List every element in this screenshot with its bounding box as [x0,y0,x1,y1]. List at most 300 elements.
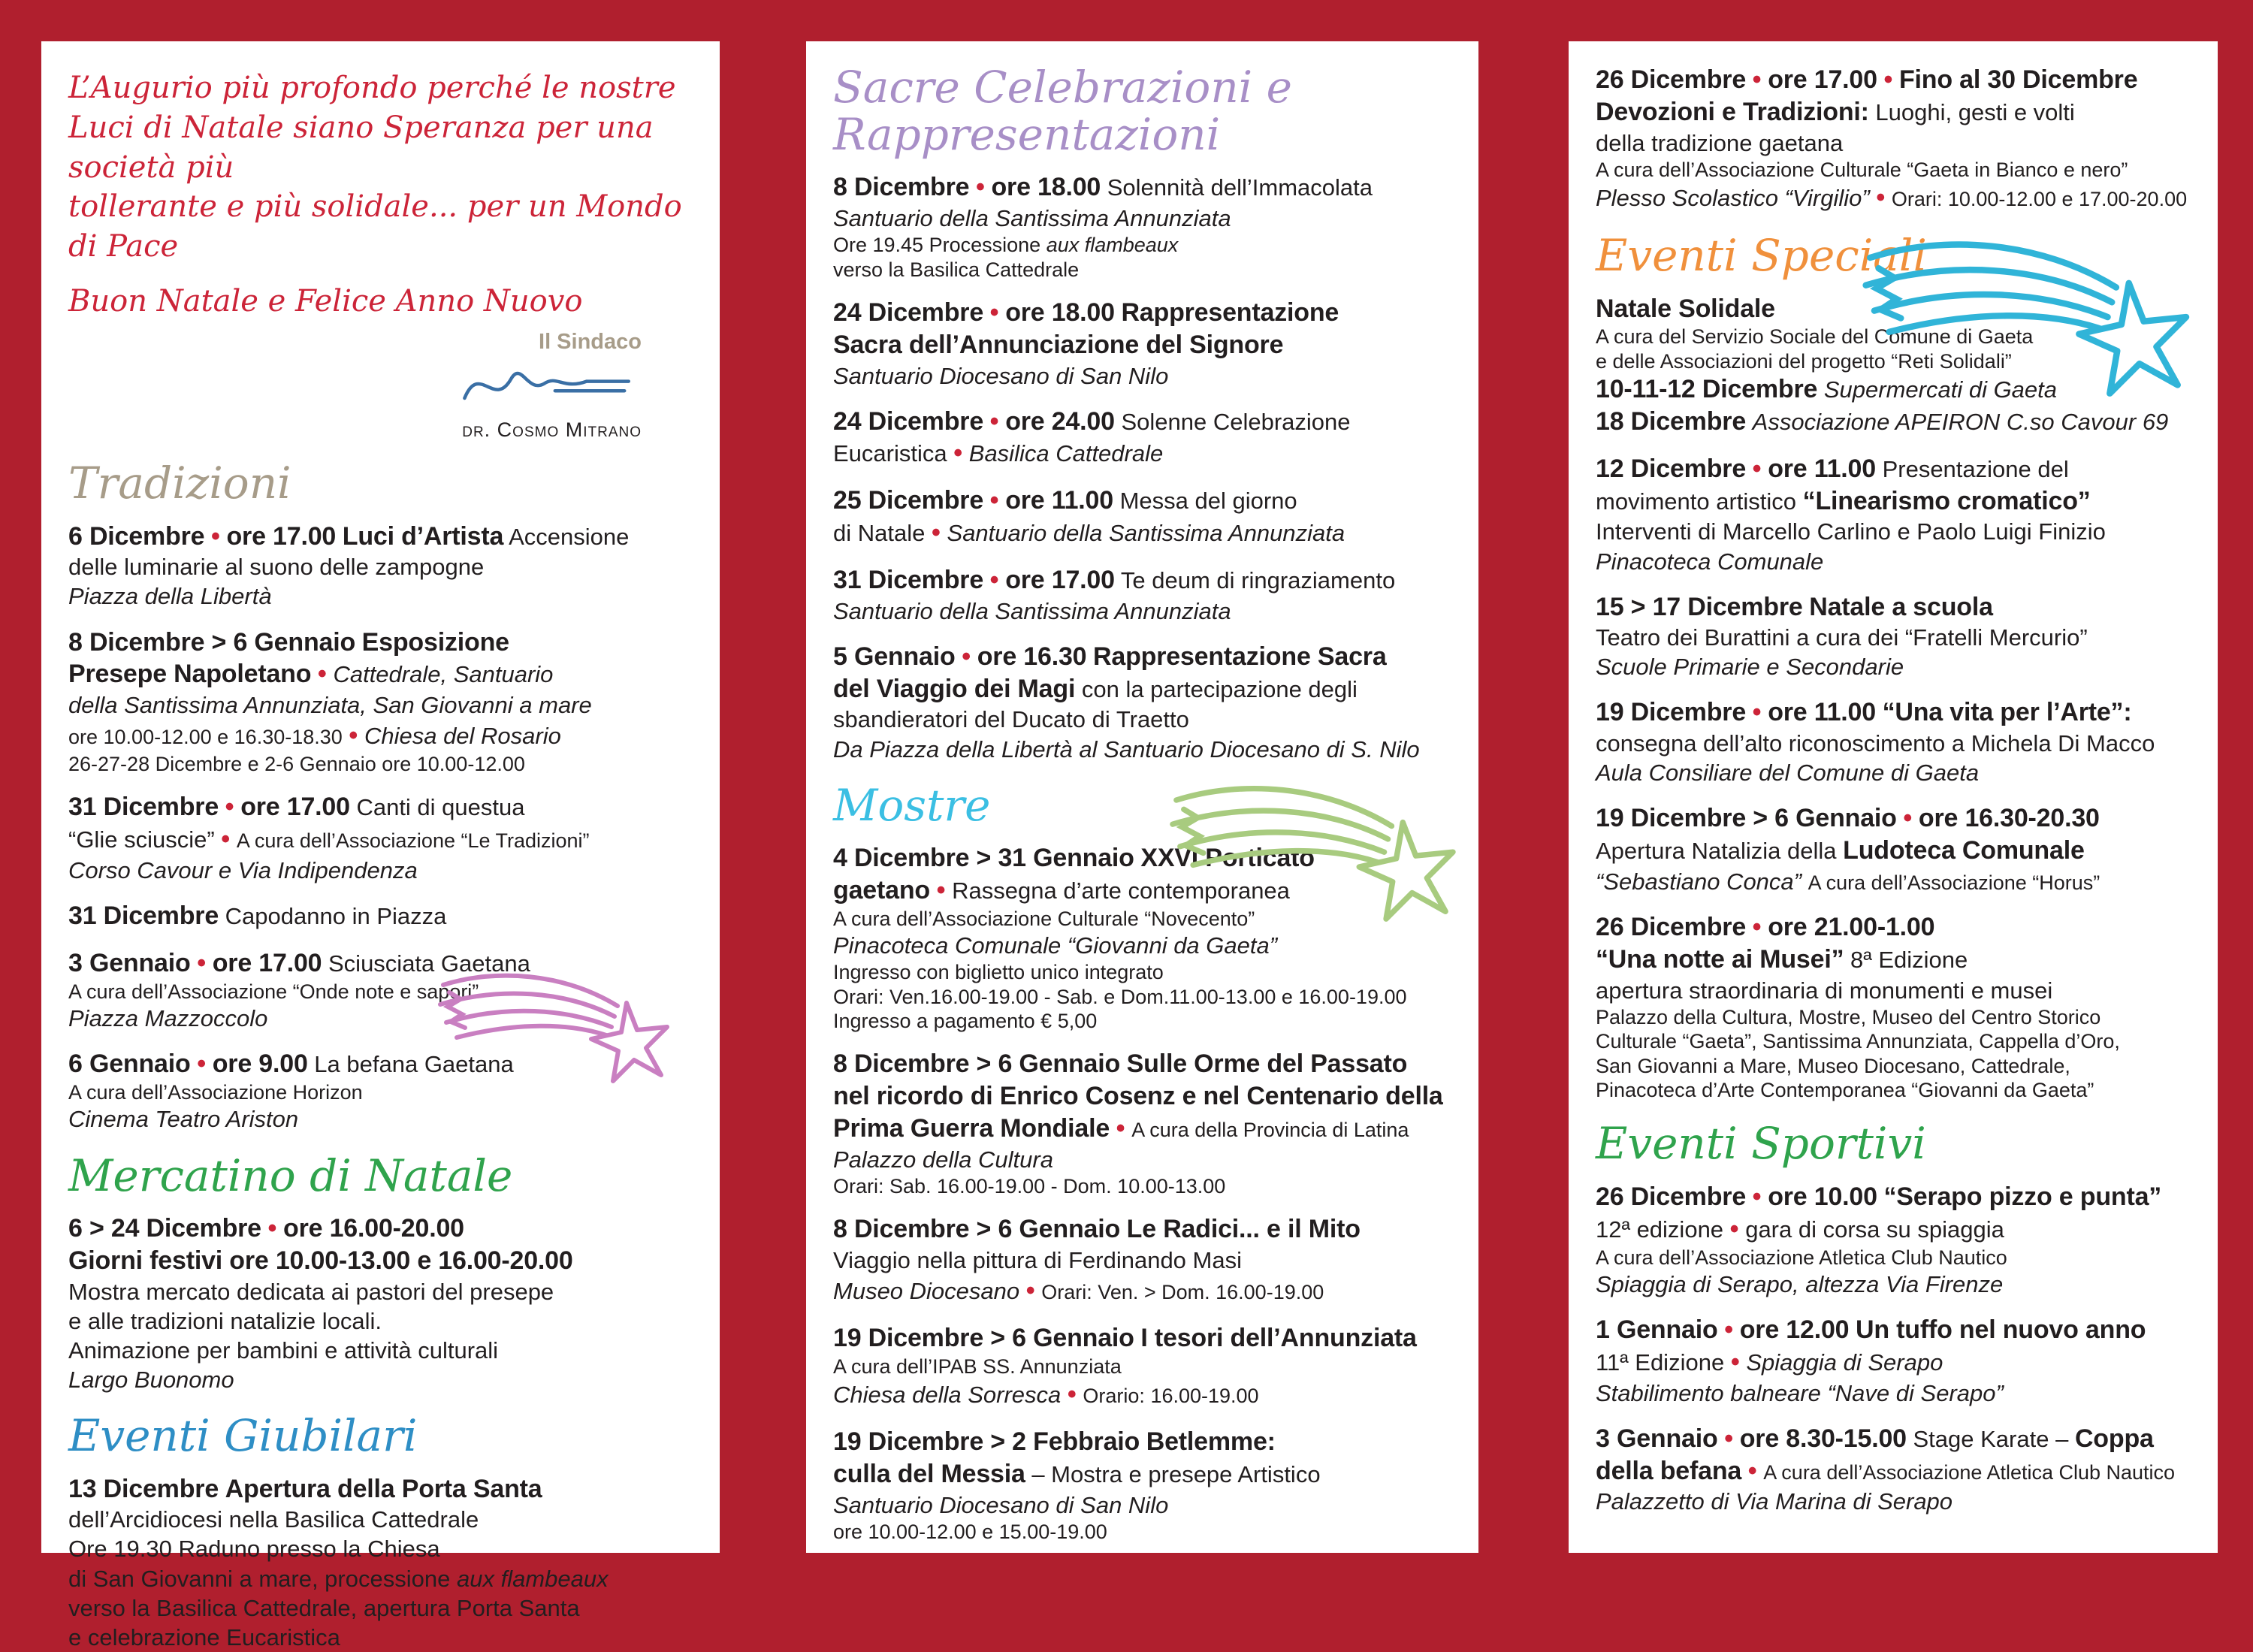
event-line [1596,758,2192,787]
text-run: Museo Diocesano [833,1278,1020,1305]
text-run: Pinacoteca Comunale [1596,548,1824,575]
event-line [833,596,1453,626]
event-line [1596,1423,2192,1455]
text-run: “Serapo pizzo e punta” [1883,1182,2162,1211]
event-line [833,171,1453,204]
event-line [1596,1054,2192,1078]
text-run: culla del Messia [833,1459,1025,1488]
text-run: Te deum di ringraziamento [1120,566,1396,593]
event-line [833,1113,1453,1145]
text-run: Coppa [2074,1424,2154,1453]
event-line [1596,453,2192,485]
event-line [833,406,1453,438]
heading-line: Mercatino di Natale [68,1149,513,1201]
bullet-dot-icon: • [989,297,999,327]
text-run: 26 Dicembre [1596,65,1747,94]
event-line [68,1048,694,1080]
event-item [833,564,1453,626]
text-run: Pinacoteca Comunale “Giovanni da Gaeta” [833,932,1278,959]
text-run: Orari: Sab. 16.00-19.00 - Dom. 10.00-13.00 [833,1174,1226,1197]
text-run: Chiesa del Rosario [364,723,561,750]
text-run: “Una notte ai Musei” [1596,944,1844,974]
bullet-dot-icon: • [1724,1424,1734,1453]
text-run: Le Radici... e il Mito [1126,1215,1361,1244]
text-run: Un tuffo nel nuovo anno [1856,1315,2146,1345]
panel-left [41,41,720,1650]
text-run: verso la Basilica Cattedrale [833,258,1080,281]
text-run: Luci d’Artista [342,521,504,551]
event-line [68,1080,694,1104]
text-run: ore 11.00 [1768,698,1876,727]
event-item [1596,1423,2192,1517]
text-run: della tradizione gaetana [1596,129,1844,156]
bullet-dot-icon: • [197,1049,207,1079]
event-line [1596,696,2192,729]
text-run: A cura dell’Associazione “Le Tradizioni” [236,829,590,853]
event-line [68,823,694,856]
text-run: apertura straordinaria di monumenti e musei [1596,977,2053,1004]
event-line [833,1458,1453,1490]
heading-line: Eventi Sportivi [1596,1118,1926,1170]
event-line [833,1520,1453,1544]
event-line [833,437,1453,470]
event-item [68,627,694,777]
event-line [1596,406,2192,438]
text-run: Palazzo della Cultura, Mostre, Museo del Centro Storico [1596,1005,2101,1028]
text-run: Ore 19.30 Raduno presso la Chiesa [68,1536,440,1563]
section-heading-mostre [833,779,1453,831]
text-run: “Linearismo cromatico” [1802,486,2091,515]
text-run: ore 16.30-20.30 [1918,804,2100,833]
bullet-dot-icon: • [267,1214,277,1243]
event-line [1596,325,2192,349]
text-run: A cura dell’Associazione Culturale “Novecento” [833,907,1255,930]
text-run: Rassegna d’arte contemporanea [952,877,1290,904]
event-line [68,627,694,659]
text-run: ore 12.00 [1739,1315,1850,1345]
text-run: Betlemme: [1146,1427,1276,1457]
text-run: e alle tradizioni natalizie locali. [68,1307,382,1334]
text-run: gara di corsa su spiaggia [1745,1216,2004,1243]
event-item [68,1048,694,1134]
mayor-name: dr. Cosmo Mitrano [462,418,642,441]
event-line [833,1322,1453,1355]
event-line [833,485,1453,517]
event-line [1596,293,2192,325]
text-run: ore 17.00 [212,948,322,977]
event-line [1596,158,2192,182]
event-line [1596,944,2192,976]
event-item [833,171,1453,282]
event-item [1596,911,2192,1102]
bullet-dot-icon: • [989,486,999,515]
text-run: Plesso Scolastico “Virgilio” [1596,185,1870,212]
event-item [1596,293,2192,438]
heading-line: Tradizioni [68,457,291,509]
text-run: ore 10.00-12.00 e 16.30-18.30 [68,726,343,749]
event-line [833,1174,1453,1198]
text-run: A cura dell’Associazione “Onde note e sapori” [68,980,479,1003]
bullet-dot-icon: • [1752,698,1762,727]
text-run: ore 17.00 [1005,565,1115,594]
event-line [833,517,1453,549]
text-run: Cattedrale, Santuario [333,661,554,688]
text-run: 24 Dicembre [833,297,984,327]
text-run: 8ª Edizione [1850,946,1968,973]
event-line [68,1306,694,1336]
text-run: del Viaggio dei Magi [833,674,1076,703]
event-line [833,705,1453,734]
text-run: Palazzo della Cultura [833,1146,1053,1173]
event-line [833,1426,1453,1458]
text-run: nel ricordo di Enrico Cosenz e nel Centenario della [833,1082,1443,1111]
event-item [833,1213,1453,1307]
text-run: ore 17.00 [226,521,337,551]
text-run: Piazza Mazzoccolo [68,1005,268,1032]
event-item [833,1322,1453,1411]
text-run: Santuario della Santissima Annunziata [833,205,1231,232]
text-run: ore 17.00 [1768,65,1877,94]
text-run: ore 8.30-15.00 [1739,1424,1907,1453]
event-line [1596,1455,2192,1487]
event-item [833,485,1453,549]
text-run: aux flambeaux [456,1565,609,1592]
event-item [1596,696,2192,787]
text-run: Solenne Celebrazione [1121,408,1351,435]
text-run: Corso Cavour e Via Indipendenza [68,857,418,884]
text-run: della Santissima Annunziata, San Giovanni a mare [68,692,592,719]
event-line [1596,591,2192,624]
event-item [1596,453,2192,576]
heading-line: Eventi Giubilari [68,1409,418,1461]
greeting-text: Buon Natale e Felice Anno Nuovo [68,283,583,319]
event-item [68,900,694,932]
event-line [833,1275,1453,1307]
panel-center [806,41,1478,1553]
text-run: Canti di questua [356,794,525,821]
text-run: Sacra dell’Annunciazione del Signore [833,330,1284,359]
event-line [833,985,1453,1009]
text-run: Ingresso con biglietto unico integrato [833,961,1164,984]
text-run: Pinacoteca d’Arte Contemporanea “Giovanni da Gaeta” [1596,1078,2094,1101]
bullet-dot-icon: • [931,518,941,548]
text-run: Spiaggia di Serapo, altezza Via Firenze [1596,1271,2004,1298]
text-run: 8 Dicembre > 6 Gennaio [833,1215,1121,1244]
event-line [68,552,694,581]
event-line [1596,867,2192,896]
event-line [833,931,1453,960]
text-run: ore 11.00 [1768,454,1876,483]
event-line [68,1365,694,1394]
event-line [833,1009,1453,1033]
event-line [833,1490,1453,1520]
text-run: Sulle Orme del Passato [1126,1049,1408,1079]
bullet-dot-icon: • [989,406,999,436]
event-item [833,1426,1453,1544]
event-line [833,1213,1453,1246]
event-line [833,329,1453,361]
text-run: Spiaggia di Serapo [1746,1348,1943,1376]
event-line [1596,1270,2192,1299]
bullet-dot-icon: • [1747,1456,1757,1485]
text-run: Largo Buonomo [68,1366,234,1393]
intro-message [68,68,694,267]
event-line [1596,652,2192,681]
heading-line: Mostre [833,779,991,831]
text-run: “Sebastiano Conca” [1596,868,1801,895]
event-line [68,581,694,611]
text-run: Aula Consiliare del Comune di Gaeta [1596,760,1980,787]
text-run: ore 21.00-1.00 [1768,913,1935,942]
event-line [1596,802,2192,835]
event-line [68,856,694,885]
bullet-dot-icon: • [962,642,971,671]
text-run: A cura del Servizio Sociale del Comune di Gaeta [1596,325,2034,349]
event-line [68,1623,694,1652]
text-run: La befana Gaetana [314,1051,514,1078]
event-line [833,361,1453,391]
bullet-dot-icon: • [1752,913,1762,942]
text-run: Accensione [509,523,630,550]
text-run: Rappresentazione [1121,297,1339,327]
event-item [833,842,1453,1033]
event-line [833,1355,1453,1379]
event-item [68,947,694,1033]
text-run: dell’Arcidiocesi nella Basilica Cattedrale [68,1506,479,1533]
bullet-dot-icon: • [1752,454,1762,483]
event-line [1596,96,2192,128]
text-run: 5 Gennaio [833,642,956,671]
text-run: 26-27-28 Dicembre e 2-6 Gennaio ore 10.00-12.00 [68,753,525,776]
event-line [1596,349,2192,373]
bullet-dot-icon: • [1883,65,1893,94]
text-run: 3 Gennaio [1596,1424,1718,1453]
event-line [833,735,1453,764]
text-run: ore 16.30 [977,642,1087,671]
text-run: sbandieratori del Ducato di Traetto [833,706,1189,733]
event-line [1596,1346,2192,1379]
heading-line: Rappresentazioni [833,108,1221,160]
text-run: 24 Dicembre [833,406,984,436]
text-run: Orari: 10.00-12.00 e 17.00-20.00 [1891,188,2188,211]
event-line [833,258,1453,282]
text-run: Orari: Ven. > Dom. 16.00-19.00 [1041,1281,1324,1304]
text-run: Supermercati di Gaeta [1823,376,2058,403]
text-run: Viaggio nella pittura di Ferdinando Masi [833,1247,1242,1274]
section-heading-mercatino-di-natale [68,1149,694,1201]
text-run: 18 Dicembre [1596,406,1747,436]
event-line [1596,976,2192,1005]
text-run: movimento artistico [1596,488,1797,515]
event-line [68,521,694,553]
section-heading-eventi-speciali [1596,229,2192,281]
event-line [833,960,1453,984]
text-run: Rappresentazione Sacra [1093,642,1387,671]
text-run: Ingresso a pagamento € 5,00 [833,1010,1098,1033]
event-item [68,1473,694,1652]
bullet-dot-icon: • [349,721,358,750]
bullet-dot-icon: • [975,173,985,202]
text-run: Scuole Primarie e Secondarie [1596,654,1904,681]
event-item [1596,802,2192,896]
event-line [68,1534,694,1563]
event-line [1596,729,2192,758]
text-run: ore 17.00 [240,793,350,822]
text-run: ore 24.00 [1005,406,1115,436]
event-line [1596,835,2192,867]
bullet-dot-icon: • [1067,1380,1077,1409]
event-line [1596,485,2192,518]
text-run: ore 10.00 [1768,1182,1877,1211]
bullet-dot-icon: • [1752,65,1762,94]
text-run: Messa del giorno [1119,488,1297,515]
bullet-dot-icon: • [1903,804,1913,833]
text-run: con la partecipazione degli [1081,675,1358,702]
event-line [833,204,1453,233]
event-line [1596,1078,2192,1102]
text-run: Santuario della Santissima Annunziata [833,597,1231,624]
text-run: ore 11.00 [1005,486,1113,515]
event-item [68,1213,694,1394]
text-run: ore 16.00-20.00 [283,1214,464,1243]
text-run: 13 Dicembre [68,1474,219,1503]
event-line [1596,128,2192,158]
event-line [1596,1213,2192,1246]
bullet-dot-icon: • [1729,1214,1739,1243]
event-line [68,1564,694,1593]
text-run: A cura dell’Associazione Culturale “Gaeta in Bianco e nero” [1596,158,2128,181]
text-run: 19 Dicembre [1596,698,1747,727]
event-item [1596,1181,2192,1299]
event-line [68,1505,694,1534]
text-run: Basilica Cattedrale [968,440,1164,467]
event-line [1596,1029,2192,1053]
text-run: Presepe Napoletano [68,660,312,689]
event-line [833,1048,1453,1080]
event-line [68,690,694,720]
text-run: 12 Dicembre [1596,454,1747,483]
text-run: Santuario Diocesano di San Nilo [833,1491,1169,1518]
text-run: Sciusciata Gaetana [328,950,530,977]
text-run: e celebrazione Eucaristica [68,1623,340,1650]
event-line [833,1379,1453,1411]
text-run: A cura dell’Associazione Horizon [68,1081,363,1104]
text-run: Prima Guerra Mondiale [833,1114,1110,1143]
text-run: 6 > 24 Dicembre [68,1214,261,1243]
event-line [68,1245,694,1277]
text-run: Capodanno in Piazza [225,903,447,930]
text-run: gaetano [833,876,930,905]
section-heading-eventi-giubilari [68,1409,694,1461]
event-line [1596,1181,2192,1213]
event-line [68,1277,694,1306]
event-line [68,752,694,776]
text-run: Giorni festivi ore 10.00-13.00 e 16.00-20.00 [68,1246,573,1275]
text-run: 1 Gennaio [1596,1315,1718,1345]
text-run: Piazza della Libertà [68,583,272,610]
text-run: Presentazione del [1882,455,2069,482]
bullet-dot-icon: • [1752,1182,1762,1211]
text-run: delle luminarie al suono delle zampogne [68,554,485,581]
event-line [1596,517,2192,546]
text-run: 10-11-12 Dicembre [1596,375,1818,404]
event-line [1596,623,2192,652]
text-run: 12ª edizione [1596,1216,1724,1243]
text-run: ore 18.00 [1005,297,1115,327]
text-run: Orari: Ven.16.00-19.00 - Sab. e Dom.11.00-13.00 e 16.00-19.00 [833,985,1407,1008]
text-run: Animazione per bambini e attività culturali [68,1336,499,1364]
text-run: Ore 19.45 Processione [833,234,1041,257]
text-run: della befana [1596,1456,1742,1485]
event-line [68,980,694,1004]
event-line [1596,373,2192,406]
event-item [833,297,1453,391]
text-run: Natale Solidale [1596,294,1775,323]
event-line [1596,547,2192,576]
event-line [833,673,1453,705]
text-run: ore 9.00 [212,1049,308,1079]
text-run: 26 Dicembre [1596,913,1747,942]
text-run: A cura della Provincia di Latina [1131,1119,1409,1142]
text-run: – Mostra e presepe Artistico [1031,1460,1321,1487]
text-run: Culturale “Gaeta”, Santissima Annunziata, Cappella d’Oro, [1596,1030,2120,1053]
text-run: Esposizione [361,627,509,657]
event-line [68,1473,694,1506]
text-run: consegna dell’alto riconoscimento a Michela Di Macco [1596,730,2155,757]
bullet-dot-icon: • [197,948,207,977]
event-line [68,947,694,980]
event-line [68,1004,694,1033]
event-item [833,641,1453,764]
text-run: Ludoteca Comunale [1843,836,2085,865]
event-line [68,791,694,823]
text-run: Stabilimento balneare “Nave di Serapo” [1596,1379,2004,1406]
event-item [833,406,1453,470]
event-line [1596,1314,2192,1346]
event-line [833,1246,1453,1275]
text-run: verso la Basilica Cattedrale, apertura Porta Santa [68,1594,580,1621]
event-item [1596,591,2192,682]
text-run: Chiesa della Sorresca [833,1382,1062,1409]
text-run: “Una vita per l’Arte”: [1882,698,2132,727]
section-heading-tradizioni [68,457,694,509]
event-line [833,233,1453,257]
event-line [68,720,694,752]
bullet-dot-icon: • [953,439,963,468]
text-run: Natale a scuola [1809,592,1993,621]
event-line [833,297,1453,329]
text-run: 15 > 17 Dicembre [1596,592,1803,621]
text-run: Santuario Diocesano di San Nilo [833,362,1169,389]
text-run: Devozioni e Tradizioni: [1596,97,1869,126]
text-run: 3 Gennaio [68,948,191,977]
event-item [1596,64,2192,214]
event-line [68,900,694,932]
text-run: Solennità dell’Immacolata [1107,174,1373,201]
text-run: Eucaristica [833,440,947,467]
text-run: Interventi di Marcello Carlino e Paolo Luigi Finizio [1596,518,2106,545]
bullet-dot-icon: • [1116,1114,1125,1143]
event-line [68,1213,694,1245]
bullet-dot-icon: • [1876,183,1886,213]
text-run: Fino al 30 Dicembre [1898,65,2138,94]
text-run: A cura dell’Associazione Atletica Club Nautico [1596,1246,2007,1269]
text-run: 25 Dicembre [833,486,984,515]
event-line [833,1145,1453,1174]
text-run: 26 Dicembre [1596,1182,1747,1211]
text-run: 31 Dicembre [833,565,984,594]
bullet-dot-icon: • [225,793,234,822]
